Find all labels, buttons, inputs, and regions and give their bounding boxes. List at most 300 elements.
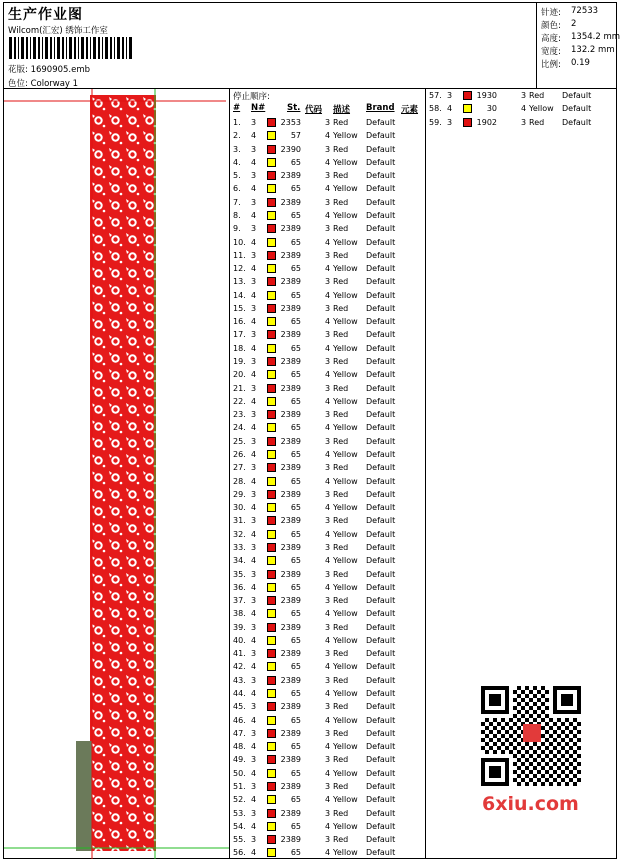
- color-description: Yellow: [333, 635, 358, 645]
- stop-number: 36.: [233, 582, 246, 592]
- needle-number: 3: [251, 410, 257, 420]
- table-row: [233, 542, 423, 555]
- brand: Default: [366, 131, 396, 141]
- color-code: 4: [325, 290, 331, 300]
- stitch-count: 2389: [280, 277, 301, 287]
- needle-number: 4: [251, 556, 257, 566]
- stitch-count: 2389: [280, 197, 301, 207]
- needle-number: 3: [251, 277, 257, 287]
- color-swatch: [267, 384, 276, 393]
- stat-value: 72533: [571, 6, 599, 16]
- stop-number: 50.: [233, 768, 246, 778]
- needle-number: 3: [251, 224, 257, 234]
- stitch-count: 2389: [280, 303, 301, 313]
- color-description: Red: [333, 675, 349, 685]
- table-row: [233, 569, 423, 582]
- stat-colors: [541, 19, 577, 31]
- company-name: Wilcom(汇宏) 绣饰工作室: [8, 26, 108, 36]
- stop-number: 49.: [233, 755, 246, 765]
- table-row: [233, 808, 423, 821]
- stitch-count: 57: [290, 131, 301, 141]
- stitch-count: 65: [290, 450, 301, 459]
- stitch-count: 65: [290, 237, 301, 247]
- brand: Default: [366, 542, 396, 552]
- color-swatch: [463, 104, 472, 113]
- brand: Default: [366, 197, 396, 207]
- color-swatch: [267, 609, 276, 618]
- color-description: Yellow: [333, 237, 358, 247]
- brand: Default: [366, 410, 396, 420]
- header: [4, 3, 620, 89]
- stitch-count: 65: [290, 742, 301, 752]
- table-row: [233, 622, 423, 635]
- embroidery-design-image: [4, 89, 230, 859]
- table-row: [233, 117, 423, 130]
- stop-number: 58.: [429, 104, 442, 114]
- color-swatch: [267, 822, 276, 831]
- brand: Default: [366, 702, 396, 712]
- brand: Default: [366, 516, 396, 526]
- table-row: [233, 223, 423, 236]
- color-swatch: [267, 437, 276, 446]
- stitch-count: 2390: [280, 144, 301, 154]
- color-swatch: [267, 769, 276, 778]
- stat-width: [541, 45, 615, 57]
- color-swatch: [267, 689, 276, 698]
- color-swatch: [267, 304, 276, 313]
- brand: Default: [366, 264, 396, 274]
- stop-number: 21.: [233, 383, 246, 393]
- color-swatch: [267, 490, 276, 499]
- color-description: Yellow: [333, 370, 358, 380]
- brand: Default: [366, 370, 396, 380]
- table-row: [233, 661, 423, 674]
- color-description: Red: [333, 596, 349, 606]
- color-description: Red: [529, 91, 545, 100]
- color-description: Yellow: [333, 210, 358, 220]
- brand: Default: [366, 357, 396, 367]
- stop-number: 9.: [233, 224, 241, 234]
- stop-number: 57.: [429, 91, 442, 100]
- color-description: Yellow: [333, 131, 358, 141]
- color-code: 3: [325, 755, 331, 765]
- color-code: 4: [325, 210, 331, 220]
- needle-number: 4: [447, 104, 453, 114]
- stitch-count: 65: [290, 715, 301, 725]
- color-code: 3: [325, 224, 331, 234]
- color-swatch: [267, 556, 276, 565]
- color-code: 4: [325, 556, 331, 566]
- stop-number: 27.: [233, 463, 246, 473]
- brand: Default: [366, 529, 396, 539]
- brand: Default: [562, 117, 592, 127]
- needle-number: 3: [251, 303, 257, 313]
- color-description: Red: [333, 118, 349, 127]
- table-row: [233, 144, 423, 157]
- color-code: 4: [521, 104, 527, 114]
- color-description: Red: [333, 224, 349, 234]
- color-description: Red: [333, 569, 349, 579]
- color-swatch: [463, 118, 472, 127]
- color-description: Yellow: [333, 423, 358, 433]
- color-description: Red: [333, 782, 349, 791]
- table-row: [233, 648, 423, 661]
- color-description: Yellow: [333, 556, 358, 566]
- needle-number: 4: [251, 635, 257, 645]
- needle-number: 4: [251, 821, 257, 831]
- color-swatch: [267, 344, 276, 353]
- table-row: [233, 197, 423, 210]
- color-swatch: [267, 649, 276, 658]
- stitch-count: 2389: [280, 596, 301, 606]
- stop-number: 24.: [233, 423, 246, 433]
- color-code: 3: [325, 277, 331, 287]
- stat-value: 0.19: [571, 58, 590, 68]
- stitch-count: 65: [290, 210, 301, 220]
- stitch-count: 65: [290, 370, 301, 380]
- brand: Default: [366, 689, 396, 699]
- color-description: Yellow: [333, 821, 358, 831]
- color-description: Yellow: [333, 396, 358, 406]
- color-swatch: [267, 277, 276, 286]
- file-label: 花版:: [8, 65, 28, 75]
- needle-number: 4: [251, 157, 257, 167]
- brand: Default: [366, 171, 396, 181]
- stitch-count: 2389: [280, 622, 301, 632]
- table-row: [233, 303, 423, 316]
- needle-number: 3: [251, 649, 257, 659]
- needle-number: 3: [251, 436, 257, 446]
- brand: Default: [366, 396, 396, 406]
- color-swatch: [267, 729, 276, 738]
- brand: Default: [366, 476, 396, 486]
- needle-number: 4: [251, 503, 257, 513]
- brand: Default: [366, 556, 396, 566]
- color-code: 4: [325, 821, 331, 831]
- needle-number: 4: [251, 264, 257, 274]
- brand: Default: [366, 569, 396, 579]
- color-description: Red: [333, 436, 349, 446]
- color-description: Yellow: [333, 689, 358, 699]
- color-code: 4: [325, 157, 331, 167]
- brand: Default: [366, 237, 396, 247]
- color-description: Yellow: [333, 662, 358, 672]
- color-description: Yellow: [333, 795, 358, 805]
- stop-number: 53.: [233, 808, 246, 818]
- needle-number: 4: [251, 423, 257, 433]
- color-code: 3: [325, 675, 331, 685]
- color-description: Yellow: [333, 582, 358, 592]
- color-description: Red: [333, 277, 349, 287]
- stitch-count: 2389: [280, 702, 301, 712]
- color-swatch: [267, 397, 276, 406]
- color-swatch: [267, 530, 276, 539]
- table-row: [233, 741, 423, 754]
- color-code: 4: [325, 768, 331, 778]
- table-row: [233, 436, 423, 449]
- stop-number: 10.: [233, 237, 246, 247]
- stop-number: 6.: [233, 184, 241, 194]
- color-swatch: [267, 291, 276, 300]
- color-description: Red: [333, 330, 349, 340]
- stop-number: 17.: [233, 330, 246, 340]
- table-row: [233, 675, 423, 688]
- color-description: Red: [333, 489, 349, 499]
- table-row: [233, 728, 423, 741]
- color-code: 4: [325, 184, 331, 194]
- needle-number: 4: [251, 290, 257, 300]
- color-swatch: [267, 795, 276, 804]
- color-description: Yellow: [333, 715, 358, 725]
- table-row: [233, 608, 423, 621]
- color-description: Red: [333, 197, 349, 207]
- stitch-count: 65: [290, 343, 301, 353]
- color-swatch: [267, 317, 276, 326]
- stop-number: 47.: [233, 728, 246, 738]
- table-row: [233, 449, 423, 462]
- stitch-count: 65: [290, 157, 301, 167]
- stitch-count: 65: [290, 848, 301, 858]
- color-code: 3: [325, 622, 331, 632]
- brand: Default: [366, 489, 396, 499]
- stitch-count: 65: [290, 264, 301, 274]
- table-header: [233, 103, 425, 115]
- color-swatch: [267, 848, 276, 857]
- stop-number: 44.: [233, 689, 246, 699]
- table-row: [233, 170, 423, 183]
- file-info: [8, 63, 90, 75]
- color-code: 3: [325, 649, 331, 659]
- stat-scale: [541, 58, 590, 70]
- needle-number: 4: [251, 131, 257, 141]
- brand: Default: [366, 330, 396, 340]
- color-description: Red: [333, 728, 349, 738]
- brand: Default: [366, 157, 396, 167]
- needle-number: 3: [251, 622, 257, 632]
- stop-number: 19.: [233, 357, 246, 367]
- color-description: Red: [333, 250, 349, 260]
- col-header: 代码: [305, 105, 323, 115]
- stat-value: 1354.2 mm: [571, 32, 620, 42]
- color-code: 3: [325, 436, 331, 446]
- brand: Default: [366, 782, 396, 791]
- stitch-count: 65: [290, 556, 301, 566]
- color-description: Yellow: [333, 848, 358, 858]
- colorway-label: 色位:: [8, 79, 28, 89]
- stop-number: 32.: [233, 529, 246, 539]
- color-swatch: [267, 755, 276, 764]
- stop-number: 55.: [233, 835, 246, 845]
- color-swatch: [463, 91, 472, 100]
- color-description: Red: [333, 303, 349, 313]
- needle-number: 3: [251, 808, 257, 818]
- needle-number: 3: [251, 675, 257, 685]
- table-row: [233, 834, 423, 847]
- brand: Default: [366, 795, 396, 805]
- stat-label: 颜色:: [541, 21, 561, 31]
- table-row: [233, 821, 423, 834]
- stop-number: 52.: [233, 795, 246, 805]
- needle-number: 3: [251, 516, 257, 526]
- stop-number: 1.: [233, 118, 241, 127]
- stitch-count: 2389: [280, 410, 301, 420]
- stitch-count: 2389: [280, 516, 301, 526]
- color-code: 3: [325, 144, 331, 154]
- color-description: Yellow: [333, 476, 358, 486]
- color-description: Yellow: [333, 609, 358, 619]
- color-swatch: [267, 211, 276, 220]
- brand: Default: [366, 436, 396, 446]
- needle-number: 3: [251, 835, 257, 845]
- table-row: [233, 210, 423, 223]
- color-description: Red: [333, 410, 349, 420]
- color-code: 4: [325, 503, 331, 513]
- color-swatch: [267, 118, 276, 127]
- stop-sequence-title: 停止顺序:: [233, 92, 270, 102]
- stitch-count: 2389: [280, 463, 301, 473]
- color-description: Yellow: [333, 742, 358, 752]
- brand: Default: [366, 768, 396, 778]
- color-code: 3: [325, 118, 331, 127]
- color-swatch: [267, 702, 276, 711]
- color-code: 3: [325, 250, 331, 260]
- stop-number: 30.: [233, 503, 246, 513]
- needle-number: 3: [251, 489, 257, 499]
- table-row: [233, 237, 423, 250]
- brand: Default: [366, 662, 396, 672]
- table-row: [233, 595, 423, 608]
- brand: Default: [366, 503, 396, 513]
- brand: Default: [366, 848, 396, 858]
- color-code: 3: [325, 489, 331, 499]
- color-swatch: [267, 477, 276, 486]
- needle-number: 4: [251, 529, 257, 539]
- color-code: 3: [325, 516, 331, 526]
- brand: Default: [366, 728, 396, 738]
- table-row: [233, 250, 423, 263]
- needle-number: 3: [251, 171, 257, 181]
- color-code: 4: [325, 742, 331, 752]
- stop-number: 39.: [233, 622, 246, 632]
- needle-number: 3: [251, 569, 257, 579]
- brand: Default: [366, 835, 396, 845]
- color-code: 3: [521, 91, 527, 100]
- color-description: Red: [333, 383, 349, 393]
- color-code: 3: [325, 835, 331, 845]
- stop-number: 5.: [233, 171, 241, 181]
- stop-number: 25.: [233, 436, 246, 446]
- color-swatch: [267, 516, 276, 525]
- table-row: [233, 515, 423, 528]
- brand: Default: [366, 582, 396, 592]
- brand: Default: [366, 450, 396, 459]
- color-code: 4: [325, 689, 331, 699]
- color-description: Red: [529, 117, 545, 127]
- brand: Default: [366, 649, 396, 659]
- color-swatch: [267, 623, 276, 632]
- stitch-count: 65: [290, 821, 301, 831]
- color-swatch: [267, 357, 276, 366]
- table-row: [233, 130, 423, 143]
- needle-number: 4: [251, 343, 257, 353]
- color-description: Yellow: [333, 317, 358, 327]
- stitch-count: 65: [290, 662, 301, 672]
- color-code: 4: [325, 529, 331, 539]
- stitch-count: 2389: [280, 728, 301, 738]
- brand: Default: [366, 184, 396, 194]
- color-code: 4: [325, 450, 331, 459]
- stitch-count: 1902: [476, 117, 497, 127]
- col-header: 描述: [333, 105, 351, 115]
- table-row: [233, 329, 423, 342]
- color-swatch: [267, 782, 276, 791]
- needle-number: 4: [251, 662, 257, 672]
- table-row: [233, 343, 423, 356]
- color-swatch: [267, 450, 276, 459]
- table-row: [233, 276, 423, 289]
- color-code: 4: [325, 370, 331, 380]
- needle-number: 4: [251, 582, 257, 592]
- stitch-count: 65: [290, 768, 301, 778]
- stop-number: 28.: [233, 476, 246, 486]
- table-row: [233, 794, 423, 807]
- color-code: 3: [325, 197, 331, 207]
- stop-number: 11.: [233, 250, 246, 260]
- color-description: Yellow: [333, 290, 358, 300]
- color-swatch: [267, 158, 276, 167]
- needle-number: 3: [251, 197, 257, 207]
- stitch-count: 1930: [476, 91, 497, 100]
- color-description: Red: [333, 171, 349, 181]
- color-swatch: [267, 676, 276, 685]
- table-row: [233, 529, 423, 542]
- col-header: #: [233, 103, 241, 113]
- stop-number: 38.: [233, 609, 246, 619]
- watermark-logo: 6xiu.com: [482, 793, 579, 815]
- stitch-count: 2389: [280, 171, 301, 181]
- stop-number: 40.: [233, 635, 246, 645]
- stitch-count: 2389: [280, 383, 301, 393]
- needle-number: 3: [251, 250, 257, 260]
- color-code: 3: [325, 171, 331, 181]
- color-swatch: [267, 131, 276, 140]
- stat-label: 比例:: [541, 60, 561, 70]
- color-code: 4: [325, 317, 331, 327]
- color-code: 4: [325, 715, 331, 725]
- color-swatch: [267, 636, 276, 645]
- needle-number: 3: [251, 596, 257, 606]
- stop-number: 12.: [233, 264, 246, 274]
- stop-number: 46.: [233, 715, 246, 725]
- color-description: Yellow: [333, 450, 358, 459]
- stitch-count: 2389: [280, 835, 301, 845]
- color-description: Yellow: [333, 343, 358, 353]
- needle-number: 4: [251, 848, 257, 858]
- color-description: Yellow: [333, 503, 358, 513]
- table-row: [429, 117, 619, 130]
- stitch-count: 65: [290, 635, 301, 645]
- stop-number: 41.: [233, 649, 246, 659]
- stop-number: 22.: [233, 396, 246, 406]
- stitch-count: 2389: [280, 330, 301, 340]
- stat-height: [541, 32, 620, 44]
- brand: Default: [366, 755, 396, 765]
- color-description: Red: [333, 357, 349, 367]
- table-row: [233, 356, 423, 369]
- stop-number: 16.: [233, 317, 246, 327]
- color-code: 3: [325, 463, 331, 473]
- stitch-count: 2389: [280, 808, 301, 818]
